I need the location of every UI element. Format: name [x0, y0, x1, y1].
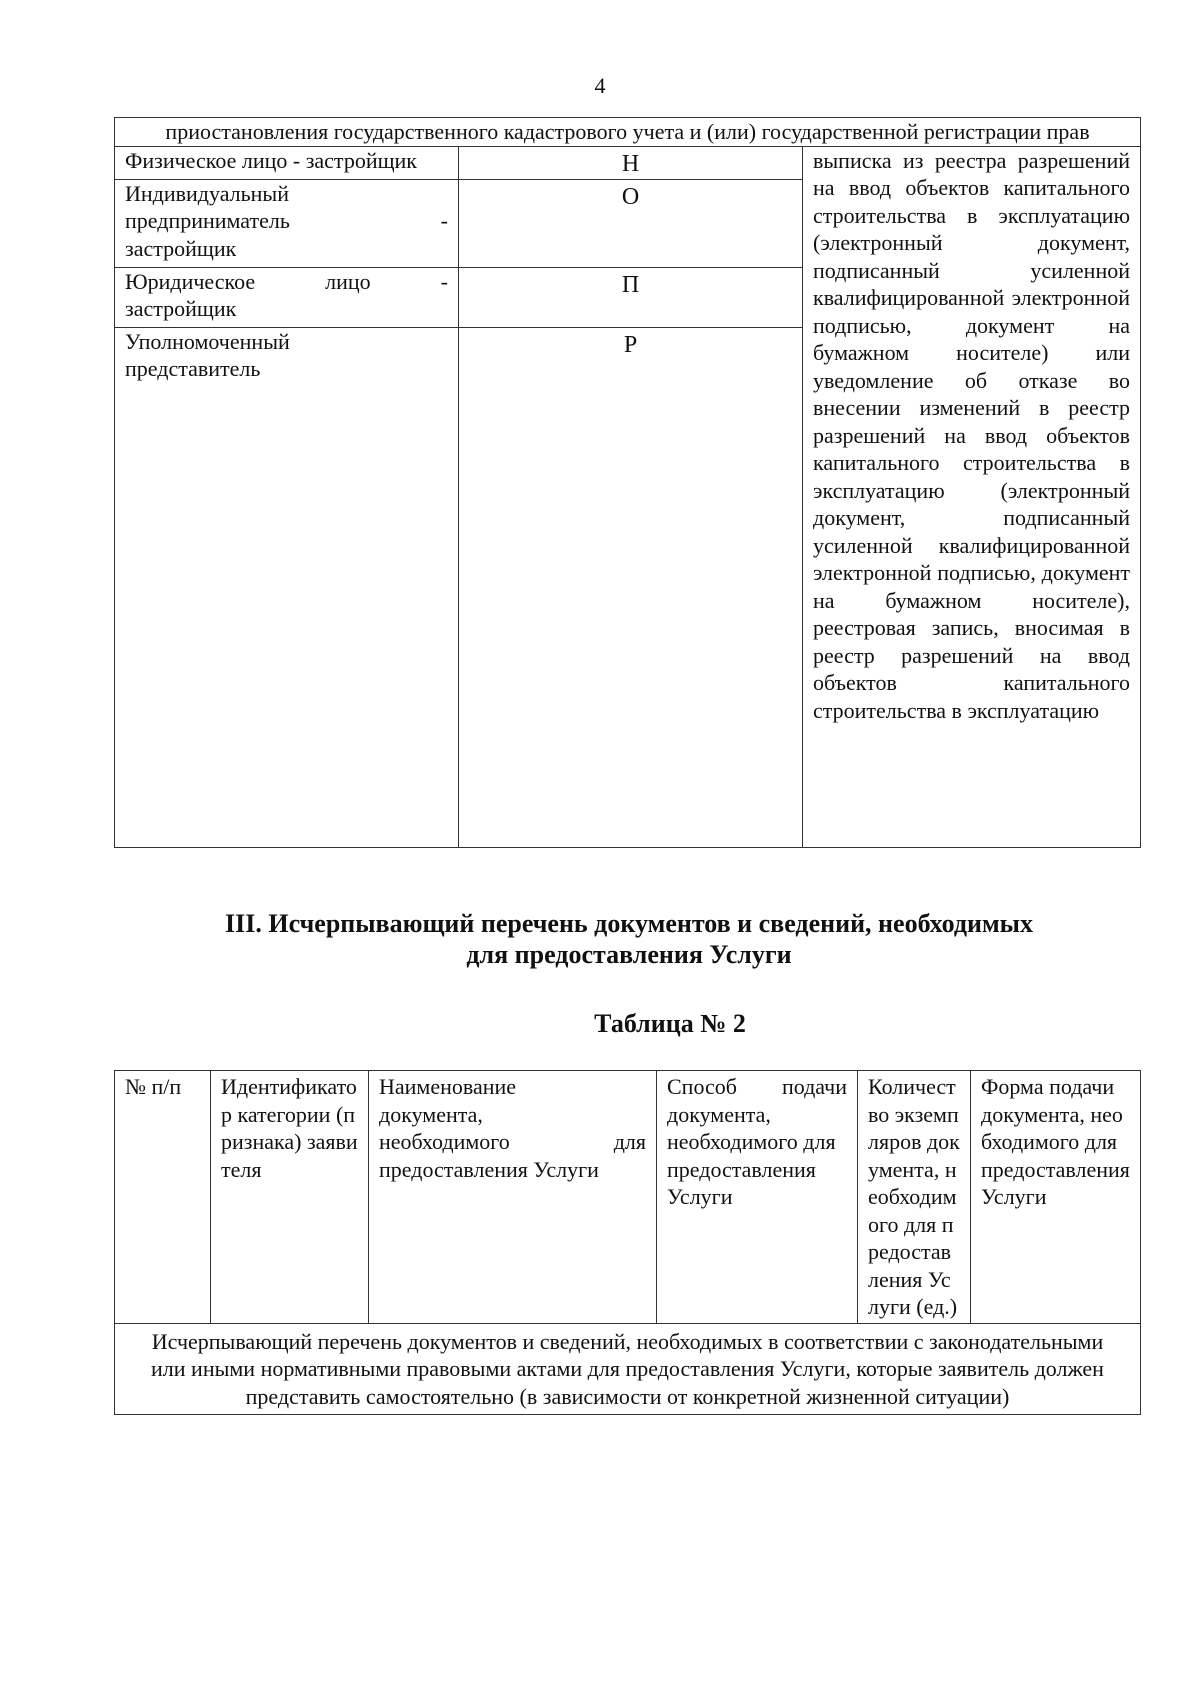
- applicant-line: застройщик: [125, 296, 237, 321]
- header-line: [379, 1128, 646, 1156]
- header-line: предоставления Услуги: [379, 1156, 599, 1182]
- result-cell: выписка из реестра разрешений на ввод объектов капитального строительства в эксплуатацию (электронный документ, подписанный усиленной квалифицированной электронной подписью, документ на бумажном носителе) или уведомление об отказе во внесении изменений в реестр разрешений на ввод объектов капитального строительства в эксплуатацию (электронный документ, подписанный усиленной квалифицированной электронной подписью, документ на бумажном носителе), реестровая запись, вносимая в реестр разрешений на ввод объектов капитального строительства в эксплуатацию: [803, 146, 1141, 847]
- header-number: № п/п: [115, 1071, 211, 1324]
- table-row: [115, 1323, 1141, 1415]
- header-line: Наименование: [379, 1074, 517, 1099]
- header-line: документа, необходимого для предоставления Услуги: [667, 1101, 836, 1209]
- page-number: 4: [594, 73, 606, 98]
- applicant-line: Уполномоченный: [125, 328, 290, 354]
- code-cell: О: [459, 179, 803, 267]
- header-word: подачи: [781, 1074, 847, 1099]
- applicant-cell: [115, 179, 459, 267]
- code-cell: Н: [459, 146, 803, 179]
- merged-header-cell: приостановления государственного кадастрового учета и (или) государственной регистрации прав: [115, 118, 1141, 147]
- header-word: для: [613, 1129, 646, 1154]
- table-row: [115, 118, 1141, 147]
- header-submission-method: [657, 1071, 858, 1324]
- documents-table: [114, 1070, 1141, 1415]
- table-row: [115, 146, 1141, 179]
- table-caption: Таблица № 2: [594, 1009, 746, 1038]
- result-table: [114, 117, 1141, 848]
- applicant-dash: -: [440, 268, 448, 294]
- applicant-line: застройщик: [125, 235, 237, 261]
- applicant-cell: Физическое лицо - застройщик: [115, 146, 459, 179]
- applicant-line: [125, 268, 448, 296]
- header-document-name: [369, 1071, 657, 1324]
- table-header-row: [115, 1071, 1141, 1324]
- header-line: документа,: [379, 1101, 483, 1127]
- applicant-line: [125, 207, 448, 235]
- header-word: Способ: [667, 1074, 737, 1099]
- section-title-line: для предоставления Услуги: [466, 940, 792, 969]
- applicant-word: Юридическое: [125, 268, 256, 294]
- applicant-cell: [115, 267, 459, 327]
- section-title: [0, 908, 1200, 970]
- section-title-line: III. Исчерпывающий перечень документов и сведений, необходимых: [225, 909, 1033, 938]
- code-cell: Р: [459, 327, 803, 847]
- header-line: [667, 1073, 847, 1101]
- applicant-line: представитель: [125, 356, 261, 381]
- header-form: Форма подачи документа, необходимого для предоставления Услуги: [971, 1071, 1141, 1324]
- merged-footer-cell: Исчерпывающий перечень документов и сведений, необходимых в соответствии с законодательными или иными нормативными правовыми актами для предоставления Услуги, которые заявитель должен представить самостоятельно (в зависимости от конкретной жизненной ситуации): [115, 1323, 1141, 1415]
- applicant-line: Индивидуальный: [125, 180, 289, 206]
- header-identifier: Идентификатор категории (признака) заявителя: [211, 1071, 369, 1324]
- header-word: необходимого: [379, 1129, 510, 1154]
- code-cell: П: [459, 267, 803, 327]
- applicant-word: предприниматель: [125, 208, 290, 233]
- header-quantity: Количество экземпляров документа, необходимого для предоставления Услуги (ед.): [858, 1071, 971, 1324]
- applicant-cell: [115, 327, 459, 847]
- applicant-dash: -: [440, 208, 448, 233]
- applicant-word: лицо: [325, 268, 371, 294]
